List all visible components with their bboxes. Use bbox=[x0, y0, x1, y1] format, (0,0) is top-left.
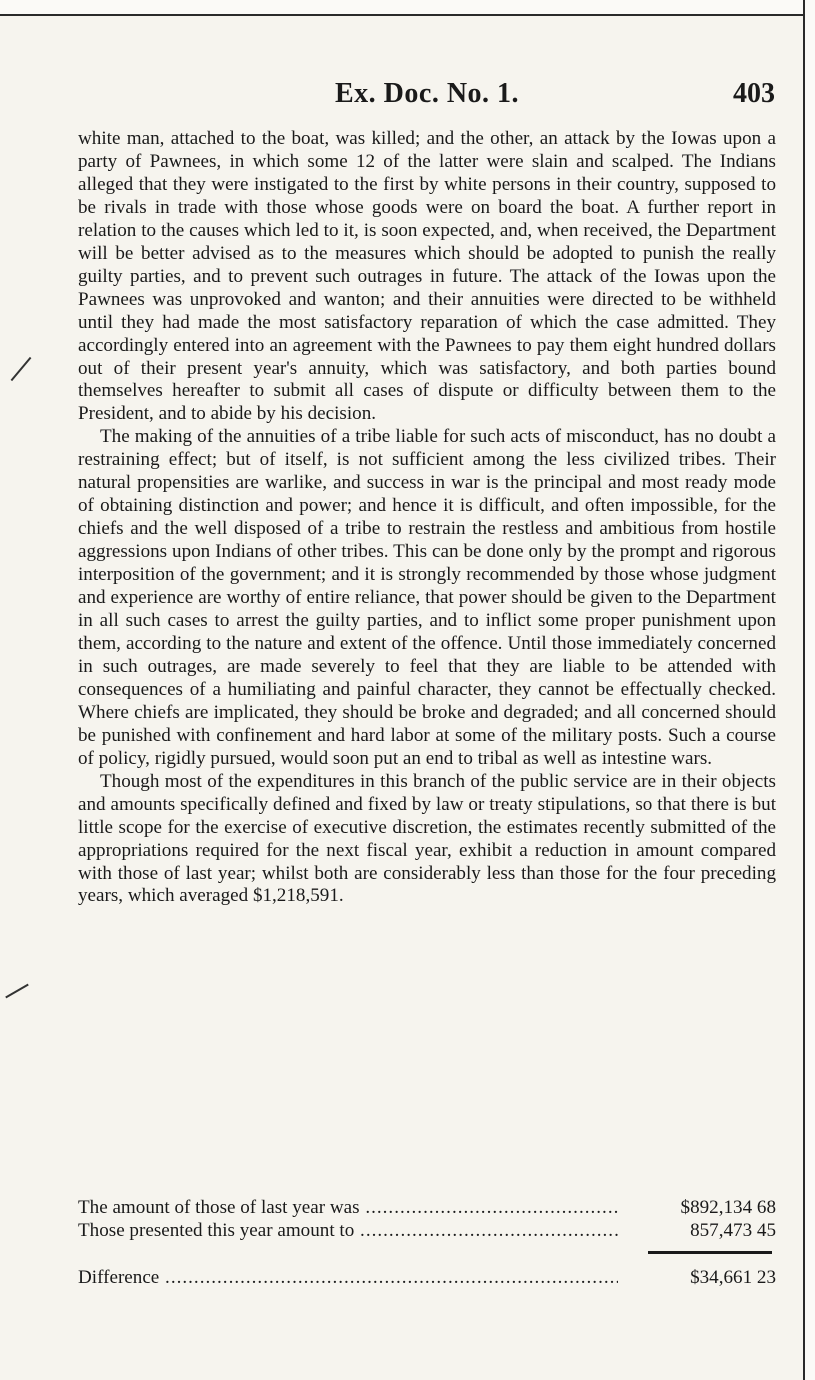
paragraph-1: white man, attached to the boat, was killed; and the other, an attack by the Iowas upon a party of Pawnees, in which some 12 of the latter were slain and scalped. The Indians alleged that they were instigated to the first by white persons in their country, supposed to be rivals in trade with those whose goods were on board the boat. A further report in relation to the causes which led to it, is soon expected, and, when received, the Department will be better advised as to the measures which should be adopted to punish the really guilty parties, and to prevent such outrages in future. The attack of the Iowas upon the Pawnees was unprovoked and wanton; and their annuities were directed to be withheld until they had made the most satisfactory reparation of which the case admitted. They accordingly entered into an agreement with the Pawnees to pay them eight hundred dollars out of their present year's annuity, which was satisfactory, and both parties bound themselves hereafter to submit all cases of dispute or difficulty between them to the President, and to abide by his decision. bbox=[78, 128, 776, 425]
ledger-row-label: Those presented this year amount to ..... bbox=[78, 1219, 618, 1242]
ledger-row-amount: $892,134 68 bbox=[650, 1196, 776, 1219]
margin-tick-mark bbox=[5, 984, 29, 999]
paragraph-2: The making of the annuities of a tribe liable for such acts of misconduct, has no doubt a restraining effect; but of itself, is not sufficient among the less civilized tribes. Their natural propensities are warlike, and success in war is the principal and most ready mode of obtaining distinction and power; and hence it is difficult, and often impossible, for the chiefs and the well disposed of a tribe to restrain the restless and ambitious from hostile aggressions upon Indians of other tribes. This can be done only by the prompt and rigorous interposition of the government; and it is strongly recommended by those whose judgment and experience are worthy of entire reliance, that power should be given to the Department in all such cases to arrest the guilty parties, and to inflict some proper punishment upon them, according to the nature and extent of the offence. Until those immediately concerned in such outrages, are made severely to feel that they are liable to be attended with consequences of a humiliating and painful character, they cannot be effectually checked. Where chiefs are implicated, they should be broke and degraded; and all concerned should be punished with confinement and hard labor at some of the military posts. Such a course of policy, rigidly pursued, would soon put an end to tribal as well as intestine wars. bbox=[78, 426, 776, 769]
page-right-border bbox=[803, 0, 815, 1380]
page-header bbox=[80, 78, 780, 112]
ledger-row-label: The amount of those of last year was ..... bbox=[78, 1196, 618, 1219]
expenditure-ledger bbox=[78, 1196, 776, 1242]
ledger-row-amount: 857,473 45 bbox=[650, 1219, 776, 1242]
document-title: Ex. Doc. No. 1. bbox=[335, 78, 520, 109]
ledger-total-amount: $34,661 23 bbox=[650, 1266, 776, 1289]
ledger-total bbox=[78, 1266, 776, 1289]
ledger-row-last-year bbox=[78, 1196, 776, 1219]
paragraph-3: Though most of the expenditures in this branch of the public service are in their objects and amounts specifically defined and fixed by law or treaty stipulations, so that there is but little scope for the exercise of executive discretion, the estimates recently submitted of the appropriations required for the next fiscal year, exhibit a reduction in amount compared with those of last year; whilst both are considerably less than those for the four preceding years, which averaged $1,218,591. bbox=[78, 770, 776, 907]
ledger-row-difference bbox=[78, 1266, 776, 1289]
ledger-total-label: Difference ..... bbox=[78, 1266, 618, 1289]
total-rule bbox=[648, 1251, 772, 1254]
page-top-border bbox=[0, 0, 815, 16]
page-number: 403 bbox=[733, 78, 775, 109]
body-text bbox=[78, 128, 776, 908]
margin-tick-mark bbox=[11, 357, 32, 381]
ledger-row-this-year bbox=[78, 1219, 776, 1242]
